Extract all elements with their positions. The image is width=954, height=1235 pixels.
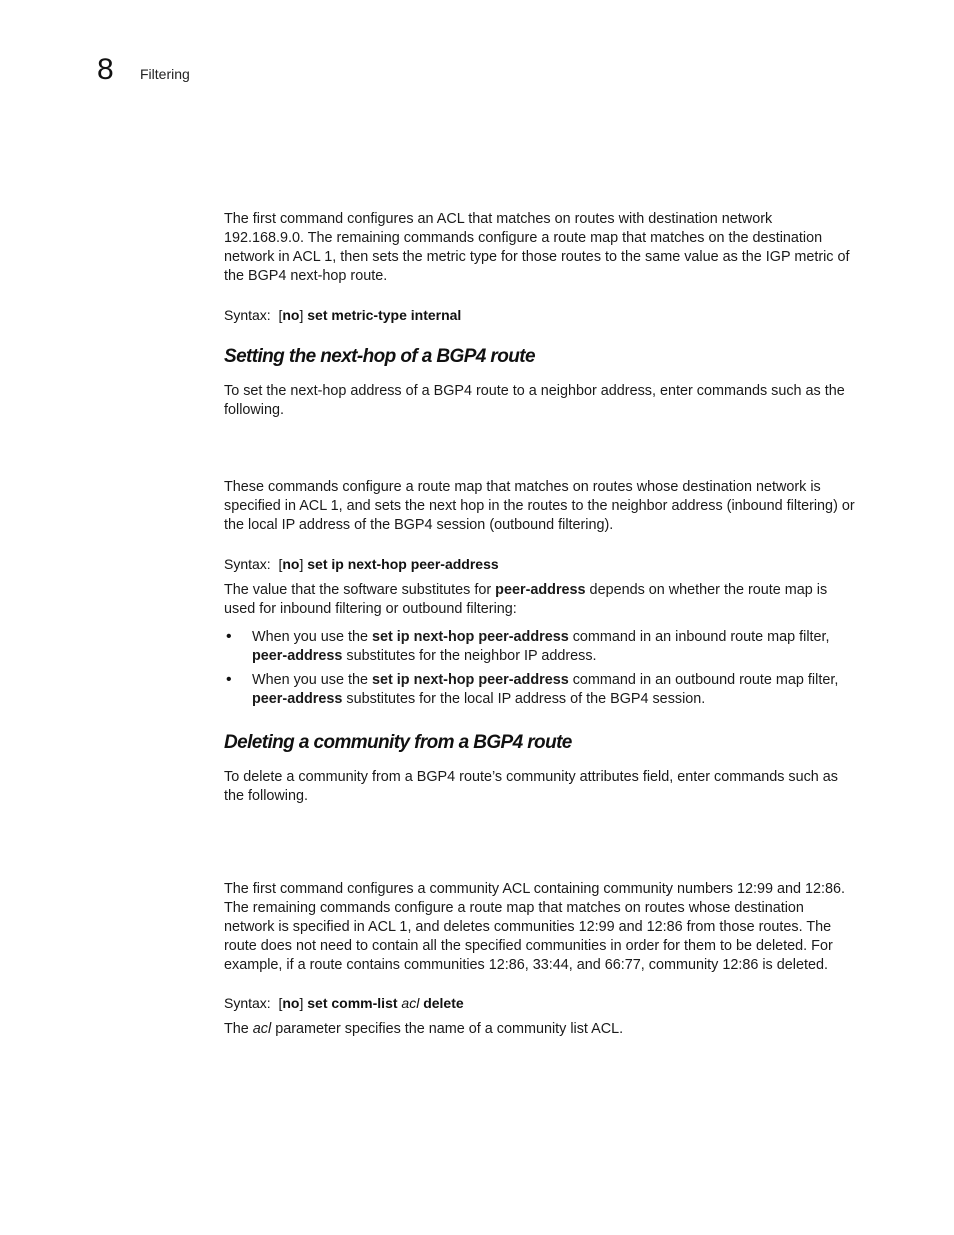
- syntax-metric-type: [224, 306, 461, 324]
- text-line: The first command configures an ACL that matches on routes with destination network: [224, 211, 773, 227]
- argument-acl: acl: [252, 1021, 272, 1037]
- text-line: used for inbound filtering or outbound filtering:: [224, 601, 517, 617]
- syntax-label: Syntax:: [224, 307, 271, 323]
- text-line: specified in ACL 1, and sets the next hop in the routes to the neighbor address (inbound filtering) or: [224, 498, 855, 514]
- text-line: [252, 647, 872, 666]
- bracket-close: ]: [299, 995, 304, 1011]
- bullet-item-outbound: [252, 671, 872, 709]
- keyword-command: set ip next-hop peer-address: [372, 672, 569, 688]
- text-fragment: When you use the: [252, 629, 372, 645]
- keyword-no: no: [282, 307, 300, 323]
- bracket-open: [: [278, 556, 283, 572]
- text-line: network in ACL 1, then sets the metric type for those routes to the same value as the IGP metric of: [224, 249, 850, 265]
- text-fragment: parameter specifies the name of a community list ACL.: [271, 1021, 624, 1037]
- text-line: network is specified in ACL 1, and deletes communities 12:99 and 12:86 from those routes. The: [224, 919, 832, 935]
- keyword-peer-address: peer-address: [252, 691, 343, 707]
- keyword-command: set ip next-hop peer-address: [372, 629, 569, 645]
- paragraph-acl-parameter: [224, 1020, 874, 1039]
- text-line: [252, 671, 872, 690]
- paragraph-delete-body: [224, 880, 874, 975]
- paragraph-peer-address: [224, 581, 874, 619]
- syntax-next-hop: [224, 555, 499, 573]
- text-line: To delete a community from a BGP4 route’s community attributes field, enter commands such as: [224, 769, 839, 785]
- bracket-close: ]: [299, 307, 304, 323]
- text-fragment: command in an inbound route map filter,: [568, 629, 830, 645]
- text-line: following.: [224, 402, 284, 418]
- keyword-peer-address: peer-address: [495, 582, 586, 598]
- paragraph-next-hop-body: [224, 478, 874, 535]
- text-line: [252, 690, 872, 709]
- text-fragment: command in an outbound route map filter,: [568, 672, 839, 688]
- syntax-command: set comm-list: [307, 995, 398, 1011]
- syntax-comm-list: [224, 994, 464, 1012]
- syntax-label: Syntax:: [224, 995, 271, 1011]
- paragraph-next-hop-intro: [224, 382, 874, 420]
- bullet-icon: •: [226, 628, 232, 645]
- keyword-no: no: [282, 995, 300, 1011]
- bracket-open: [: [278, 995, 283, 1011]
- bracket-close: ]: [299, 556, 304, 572]
- bullet-item-inbound: [252, 628, 872, 666]
- text-fragment: The: [224, 1021, 253, 1037]
- paragraph-delete-intro: [224, 768, 874, 806]
- text-fragment: substitutes for the neighbor IP address.: [342, 648, 597, 664]
- syntax-command: set ip next-hop peer-address: [307, 556, 499, 572]
- chapter-title: Filtering: [140, 66, 190, 82]
- text-line: [252, 628, 872, 647]
- section-heading-delete-community: Deleting a community from a BGP4 route: [224, 732, 572, 753]
- syntax-tail: delete: [423, 995, 464, 1011]
- text-fragment: The value that the software substitutes for: [224, 582, 496, 598]
- text-fragment: depends on whether the route map is: [585, 582, 828, 598]
- text-line: route does not need to contain all the specified communities in order for them to be deleted. For: [224, 938, 833, 954]
- text-line: example, if a route contains communities 12:86, 33:44, and 66:77, community 12:86 is deleted.: [224, 957, 828, 973]
- paragraph-acl-metric: [224, 210, 874, 286]
- text-line: [224, 1020, 874, 1039]
- section-heading-next-hop: Setting the next-hop of a BGP4 route: [224, 346, 535, 367]
- text-fragment: When you use the: [252, 672, 372, 688]
- text-line: 192.168.9.0. The remaining commands configure a route map that matches on the destination: [224, 230, 823, 246]
- syntax-command: set metric-type internal: [307, 307, 462, 323]
- text-line: These commands configure a route map that matches on routes whose destination network is: [224, 479, 821, 495]
- text-fragment: substitutes for the local IP address of the BGP4 session.: [342, 691, 706, 707]
- text-line: the BGP4 next-hop route.: [224, 268, 388, 284]
- keyword-no: no: [282, 556, 300, 572]
- text-line: the following.: [224, 788, 308, 804]
- syntax-argument: acl: [401, 995, 420, 1011]
- text-line: To set the next-hop address of a BGP4 route to a neighbor address, enter commands such as the: [224, 383, 845, 399]
- text-line: [224, 581, 874, 600]
- syntax-label: Syntax:: [224, 556, 271, 572]
- keyword-peer-address: peer-address: [252, 648, 343, 664]
- text-line: The remaining commands configure a route map that matches on routes whose destination: [224, 900, 804, 916]
- text-line: the local IP address of the BGP4 session (outbound filtering).: [224, 517, 614, 533]
- bracket-open: [: [278, 307, 283, 323]
- chapter-number: 8: [97, 53, 114, 86]
- bullet-icon: •: [226, 671, 232, 688]
- text-line: The first command configures a community ACL containing community numbers 12:99 and 12:86.: [224, 881, 845, 897]
